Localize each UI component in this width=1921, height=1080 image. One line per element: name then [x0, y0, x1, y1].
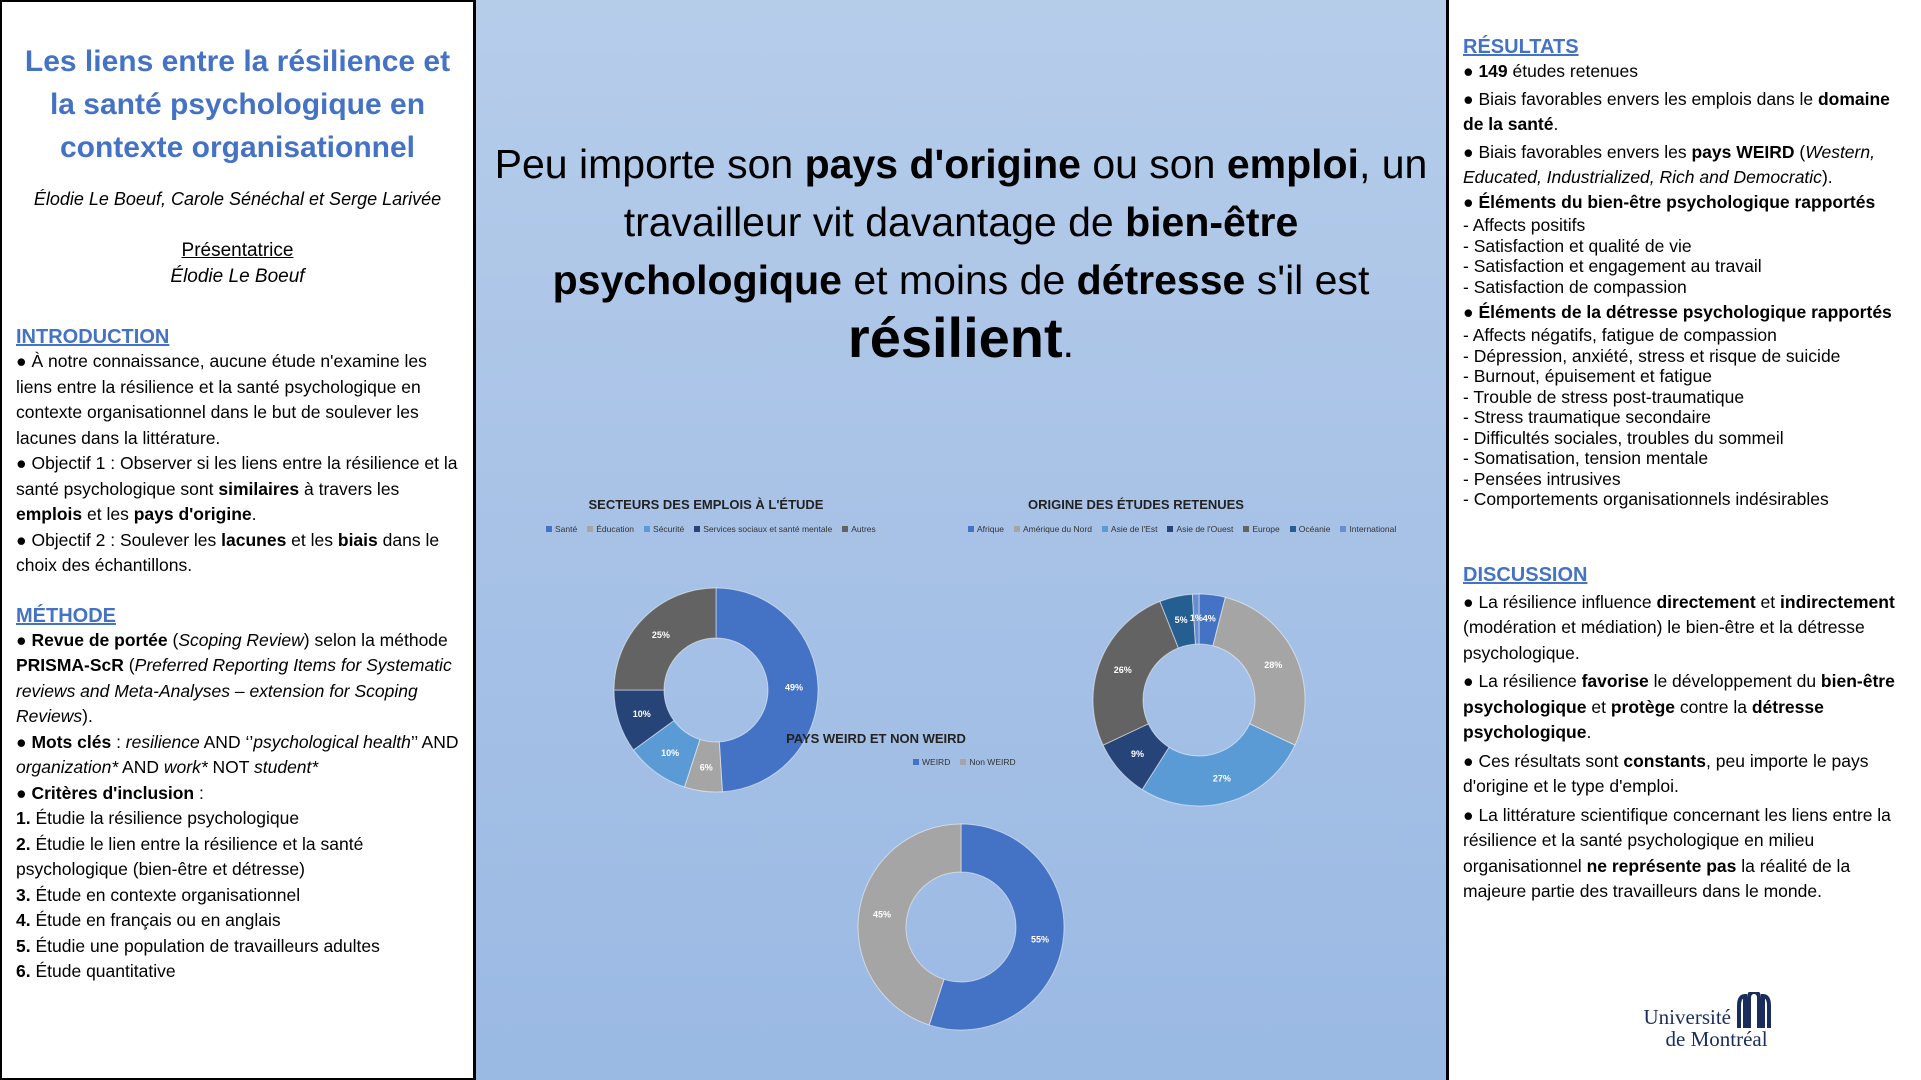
legend-item [644, 524, 684, 534]
headline-text: . [1062, 320, 1075, 366]
legend-label: Asie de l'Ouest [1176, 524, 1234, 534]
legend-label: Services sociaux et santé mentale [703, 524, 833, 534]
distress-item: - Stress traumatique secondaire [1463, 407, 1712, 427]
headline-bold-big: résilient [847, 306, 1063, 369]
legend-label: Sécurité [653, 524, 685, 534]
legend-label: Afrique [977, 524, 1004, 534]
intro-bold: similaires [218, 478, 300, 499]
discussion-bold: protège [1610, 696, 1675, 717]
intro-text: et les [286, 529, 338, 550]
method-text: AND ‘’ [199, 731, 254, 752]
legend-swatch [1243, 526, 1249, 532]
method-italic: psychological health [253, 731, 411, 752]
slice-label: 10% [632, 709, 651, 720]
legend-item [587, 524, 634, 534]
result-bold: domaine de la santé [1463, 89, 1890, 134]
logo-line-2: de Montréal [1665, 1027, 1768, 1051]
intro-bold: lacunes [221, 529, 287, 550]
discussion-bold: constants [1623, 750, 1707, 771]
bullet: ● [1463, 89, 1474, 109]
legend-label: Océanie [1298, 524, 1331, 534]
intro-text: Objectif 2 : Soulever les [31, 529, 222, 550]
presenter-label: Présentatrice [181, 240, 294, 261]
intro-bold: pays d'origine [133, 504, 252, 524]
chart-3-legend [913, 757, 1016, 767]
universite-de-montreal-logo [1644, 992, 1771, 1050]
distress-item: - Somatisation, tension mentale [1463, 448, 1709, 468]
bullet: ● [16, 351, 27, 371]
left-panel [0, 0, 476, 1080]
wellbeing-item: - Satisfaction de compassion [1463, 276, 1687, 297]
wellbeing-item: - Satisfaction et engagement au travail [1463, 256, 1762, 276]
legend-swatch [1290, 526, 1296, 532]
method-italic: student* [254, 757, 319, 777]
legend-label: Asie de l'Est [1110, 524, 1158, 534]
method-bold: Mots clés [31, 731, 112, 752]
headline-text: et moins de [841, 257, 1077, 303]
discussion-text: le développement du [1648, 671, 1821, 691]
discussion-text: (modération et médiation) le bien-être et la détresse psychologique. [1463, 617, 1865, 663]
result-text: Biais favorables envers les [1478, 142, 1692, 162]
bullet: ● [1463, 804, 1474, 825]
intro-text: Objectif 1 : Observer si les liens entre la résilience et la santé psychologique sont [16, 453, 458, 499]
discussion-text: et [1755, 591, 1781, 612]
result-text: ). [1821, 167, 1833, 187]
criterion-number: 4. [16, 910, 31, 930]
result-bold: 149 [1478, 61, 1508, 81]
result-text: . [1553, 114, 1559, 134]
slice-label: 6% [699, 762, 713, 773]
slice-label: 55% [1031, 934, 1050, 945]
legend-label: Éducation [596, 524, 635, 534]
legend-item [913, 757, 950, 767]
chart-3-title: PAYS WEIRD ET NON WEIRD [786, 731, 966, 746]
chart-1-legend [546, 524, 876, 534]
legend-swatch [1014, 526, 1020, 532]
legend-item [1290, 524, 1331, 534]
intro-text: . [251, 504, 257, 524]
method-section [16, 605, 459, 985]
slice-label: 45% [872, 909, 891, 920]
legend-item [968, 524, 1004, 534]
criterion-number: 2. [16, 833, 31, 854]
criterion-item [16, 883, 459, 909]
donut-slice [1142, 724, 1295, 806]
results-section [1463, 36, 1907, 510]
method-heading: MÉTHODE [16, 604, 116, 627]
legend-swatch [1340, 526, 1346, 532]
bullet: ● [16, 453, 27, 473]
wellbeing-item: - Affects positifs [1463, 215, 1586, 235]
discussion-text: , peu importe le pays d'origine et le type d'emploi. [1463, 750, 1869, 796]
headline-text: , un travailleur vit davantage de [623, 141, 1428, 245]
legend-swatch [587, 526, 593, 532]
distress-item: - Pensées intrusives [1463, 468, 1621, 489]
legend-swatch [1102, 526, 1108, 532]
discussion-text: Ces résultats sont [1478, 750, 1624, 771]
method-italic: work* [163, 757, 208, 777]
chart-2-legend [968, 524, 1396, 534]
legend-label: International [1349, 524, 1397, 534]
legend-item [1243, 524, 1279, 534]
discussion-bold: favorise [1581, 671, 1649, 691]
headline-text: ou son [1080, 141, 1227, 187]
discussion-text: la réalité de la majeure partie des travailleurs dans le monde. [1463, 855, 1851, 901]
intro-paragraph-2 [16, 451, 459, 528]
legend-swatch [913, 759, 919, 765]
intro-paragraph-1 [16, 349, 459, 451]
discussion-bold: détresse psychologique [1463, 696, 1824, 742]
criterion-text: Étude en français ou en anglais [30, 910, 281, 930]
intro-text: À notre connaissance, aucune étude n'examine les liens entre la résilience et la santé psychologique en contexte organisationnel dans le but de soulever les lacunes dans la littérature. [16, 351, 427, 448]
method-text: : [111, 731, 126, 752]
legend-swatch [546, 526, 552, 532]
bullet: ● [1463, 142, 1474, 162]
criterion-text: Étudie une population de travailleurs adultes [30, 935, 380, 956]
legend-item [546, 524, 577, 534]
distress-item: - Burnout, épuisement et fatigue [1463, 366, 1713, 386]
distress-item: - Difficultés sociales, troubles du sommeil [1463, 427, 1784, 448]
poster-title: Les liens entre la résilience et la santé psychologique en contexte organisationnel [24, 45, 451, 164]
result-bold: Éléments du bien-être psychologique rapportés [1478, 192, 1876, 212]
chart-2-donut [1064, 565, 1334, 835]
criterion-item [16, 908, 459, 934]
slice-label: 27% [1212, 773, 1231, 784]
distress-list [1463, 325, 1907, 510]
slice-label: 25% [651, 629, 670, 640]
introduction-heading: INTRODUCTION [16, 326, 170, 348]
right-panel [1446, 0, 1921, 1080]
result-bold: Éléments de la détresse psychologique rapportés [1478, 302, 1892, 322]
method-text: ( [167, 629, 179, 650]
slice-label: 4% [1202, 613, 1216, 624]
headline [476, 135, 1446, 372]
discussion-bold: bien-être psychologique [1463, 671, 1895, 717]
intro-text: dans le choix des échantillons. [16, 529, 440, 575]
bullet: ● [1463, 61, 1474, 81]
discussion-heading: DISCUSSION [1463, 563, 1588, 586]
legend-item [1340, 524, 1396, 534]
slice-label: 9% [1130, 749, 1144, 760]
chart-1-donut [586, 560, 846, 820]
discussion-1 [1463, 590, 1907, 667]
intro-bold: emplois [16, 504, 83, 524]
legend-item [1102, 524, 1158, 534]
slice-label: 5% [1174, 614, 1188, 625]
logo-row [1644, 992, 1771, 1028]
method-text: AND [118, 757, 164, 777]
criterion-item [16, 832, 459, 883]
legend-label: Non WEIRD [969, 757, 1016, 767]
logo-line-1: Université [1643, 1005, 1731, 1029]
discussion-3 [1463, 749, 1907, 800]
legend-item [1167, 524, 1233, 534]
legend-label: WEIRD [922, 757, 951, 767]
criterion-text: Étude quantitative [30, 961, 176, 981]
results-heading: RÉSULTATS [1463, 36, 1579, 58]
slice-label: 10% [661, 748, 680, 759]
intro-text: à travers les [299, 478, 400, 499]
method-bold: Critères d'inclusion [31, 782, 195, 803]
distress-item: - Dépression, anxiété, stress et risque de suicide [1463, 345, 1841, 366]
headline-bold: pays d'origine [804, 141, 1081, 187]
method-italic: Preferred Reporting Items for Systematic reviews and Meta-Analyses – extension for Scoping Reviews [16, 655, 452, 726]
legend-label: Autres [851, 524, 876, 534]
distress-item: - Affects négatifs, fatigue de compassion [1463, 325, 1777, 345]
legend-item [1014, 524, 1092, 534]
discussion-text: La résilience [1478, 671, 1582, 691]
method-italic: organization* [16, 757, 119, 777]
method-text: NOT [207, 757, 254, 777]
bullet: ● [16, 782, 27, 803]
discussion-bold: directement [1656, 591, 1756, 612]
presenter-name: Élodie Le Boeuf [170, 266, 305, 287]
bullet: ● [1463, 192, 1474, 212]
result-4 [1463, 190, 1907, 215]
criterion-text: Étude en contexte organisationnel [30, 884, 301, 905]
method-text: ( [123, 655, 135, 675]
criterion-number: 1. [16, 808, 31, 828]
criterion-number: 5. [16, 935, 31, 956]
headline-bold: détresse [1076, 257, 1246, 303]
legend-swatch [644, 526, 650, 532]
bullet: ● [1463, 302, 1474, 322]
method-bold: Revue de portée [31, 629, 168, 650]
method-item-2 [16, 730, 459, 781]
donut-slice [1093, 601, 1178, 745]
slice-label: 26% [1113, 664, 1132, 675]
donut-slice [1213, 597, 1305, 745]
discussion-text: contre la [1675, 696, 1752, 717]
method-bold: PRISMA-ScR [16, 655, 124, 675]
intro-paragraph-3 [16, 528, 459, 579]
legend-item [842, 524, 876, 534]
criteria-list [16, 806, 459, 985]
legend-label: Amérique du Nord [1022, 524, 1092, 534]
discussion-2 [1463, 669, 1907, 746]
slice-label: 1% [1189, 613, 1203, 624]
result-5 [1463, 300, 1907, 325]
result-2 [1463, 87, 1907, 137]
bullet: ● [16, 731, 27, 752]
method-text: ). [82, 706, 93, 726]
discussion-text: La résilience influence [1478, 591, 1657, 612]
discussion-bold: indirectement [1780, 591, 1895, 612]
chart-1-title: SECTEURS DES EMPLOIS À L'ÉTUDE [588, 497, 824, 512]
headline-bold: bien-être psychologique [552, 199, 1299, 303]
legend-label: Santé [555, 524, 578, 534]
result-1 [1463, 59, 1907, 84]
criterion-item [16, 934, 459, 960]
result-text: études retenues [1507, 61, 1639, 81]
result-3 [1463, 140, 1907, 190]
discussion-text: et [1586, 696, 1611, 717]
criterion-number: 6. [16, 961, 31, 981]
legend-swatch [968, 526, 974, 532]
distress-item: - Trouble de stress post-traumatique [1463, 386, 1745, 407]
criterion-item [16, 806, 459, 832]
result-italic: Western, Educated, Industrialized, Rich and Democratic [1463, 142, 1875, 187]
intro-text: et les [82, 504, 134, 524]
chart-2-title: ORIGINE DES ÉTUDES RETENUES [1028, 497, 1244, 512]
headline-text: Peu importe son [494, 141, 805, 187]
wellbeing-item: - Satisfaction et qualité de vie [1463, 235, 1692, 256]
discussion-section [1463, 564, 1907, 905]
slice-label: 28% [1264, 660, 1283, 671]
discussion-4 [1463, 803, 1907, 905]
method-italic: Scoping Review [178, 629, 304, 650]
legend-swatch [694, 526, 700, 532]
criterion-text: Étudie la résilience psychologique [30, 808, 300, 828]
bullet: ● [16, 629, 27, 650]
method-text: ) selon la méthode [303, 629, 448, 650]
discussion-bold: ne représente pas [1586, 855, 1737, 876]
legend-swatch [842, 526, 848, 532]
headline-text: s'il est [1245, 257, 1370, 303]
bullet: ● [1463, 671, 1474, 691]
bullet: ● [1463, 750, 1474, 771]
wellbeing-list [1463, 215, 1907, 297]
criterion-text: Étudie le lien entre la résilience et la santé psychologique (bien-être et détresse) [16, 833, 364, 879]
introduction-section [16, 326, 459, 579]
method-text: : [194, 782, 204, 803]
result-text: Biais favorables envers les emplois dans le [1478, 89, 1818, 109]
bullet: ● [1463, 591, 1474, 612]
middle-panel [476, 0, 1446, 1080]
result-text: ( [1794, 142, 1806, 162]
criterion-number: 3. [16, 884, 31, 905]
logo-emblem-icon [1737, 992, 1771, 1028]
intro-bold: biais [337, 529, 378, 550]
legend-swatch [1167, 526, 1173, 532]
result-bold: pays WEIRD [1691, 142, 1795, 162]
method-italic: resilience [125, 731, 200, 752]
legend-item [694, 524, 832, 534]
discussion-text: . [1586, 722, 1592, 742]
method-item-1 [16, 628, 459, 730]
distress-item: - Comportements organisationnels indésirables [1463, 489, 1829, 509]
legend-swatch [960, 759, 966, 765]
method-item-3 [16, 781, 459, 807]
bullet: ● [16, 529, 27, 550]
discussion-text: La littérature scientifique concernant les liens entre la résilience et la santé psychologique en milieu organisationnel [1463, 804, 1891, 876]
headline-bold: emploi [1226, 141, 1359, 187]
legend-label: Europe [1252, 524, 1280, 534]
authors: Élodie Le Boeuf, Carole Sénéchal et Serge Larivée [33, 189, 442, 209]
criterion-item [16, 959, 459, 985]
method-text: ’’ AND [410, 731, 459, 752]
legend-item [960, 757, 1015, 767]
slice-label: 49% [784, 682, 803, 693]
chart-3-donut [830, 796, 1092, 1058]
